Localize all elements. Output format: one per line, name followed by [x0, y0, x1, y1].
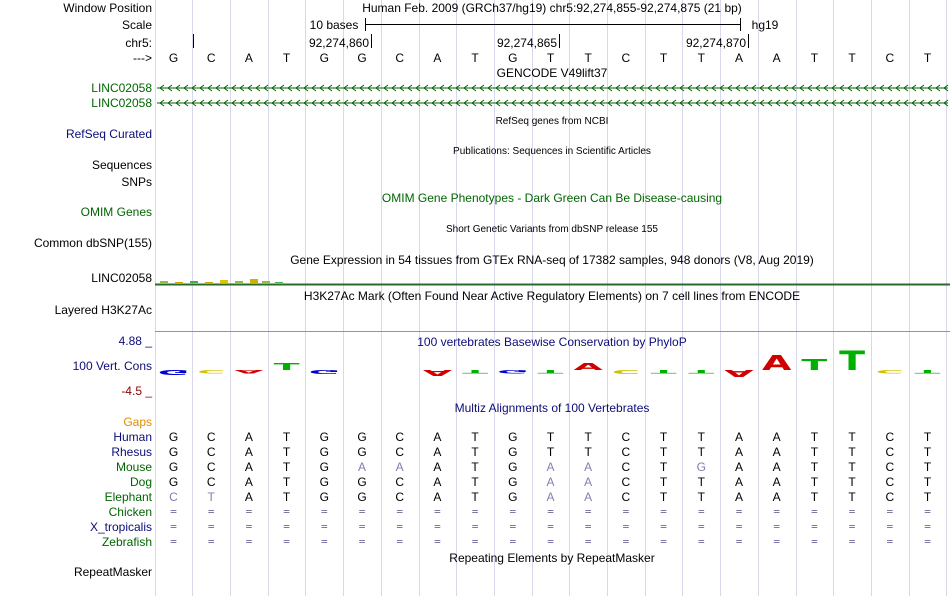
alignment-base: T [282, 445, 291, 459]
alignment-base: = [584, 535, 592, 548]
alignment-base: T [810, 445, 819, 459]
alignment-base: = [245, 520, 253, 533]
conservation-logo-base: G [157, 368, 190, 376]
alignment-base: = [773, 505, 780, 518]
alignment-base: = [848, 520, 856, 533]
scale-label: 10 bases [309, 18, 359, 32]
alignment-base: = [358, 535, 366, 548]
alignment-base: = [509, 505, 517, 518]
alignment-base: A [546, 460, 555, 474]
track-title[interactable]: RefSeq genes from NCBI [495, 116, 609, 127]
alignment-base: = [471, 520, 479, 533]
alignment-base: T [848, 430, 856, 444]
alignment-base: C [395, 475, 405, 489]
alignment-base: C [395, 490, 405, 504]
alignment-base: = [396, 535, 403, 548]
alignment-base: = [660, 535, 667, 548]
alignment-base: A [244, 460, 253, 474]
track-label[interactable]: ---> [133, 51, 152, 65]
reference-base: C [885, 51, 895, 65]
alignment-base: T [471, 430, 479, 444]
alignment-base: T [659, 475, 668, 489]
reference-base: G [319, 51, 329, 65]
alignment-base: G [357, 430, 367, 444]
alignment-base: T [546, 445, 555, 459]
alignment-base: = [735, 520, 743, 533]
alignment-base: G [319, 445, 329, 459]
alignment-base: = [886, 535, 894, 548]
conservation-logo-base: T [801, 356, 828, 374]
alignment-base: T [923, 490, 932, 504]
alignment-base: = [924, 520, 931, 533]
alignment-base: G [508, 430, 518, 444]
alignment-base: C [885, 460, 895, 474]
alignment-base: T [697, 490, 705, 504]
reference-base: C [621, 51, 631, 65]
alignment-base: = [358, 520, 366, 533]
track-label[interactable]: Zebrafish [101, 535, 152, 549]
track-label[interactable]: -4.5 _ [121, 384, 152, 398]
alignment-base: = [471, 535, 479, 548]
alignment-base: G [357, 445, 367, 459]
reference-base: A [734, 51, 743, 65]
alignment-base: = [245, 535, 253, 548]
reference-base: T [471, 51, 479, 65]
gtex-bar [205, 282, 213, 283]
track-label[interactable]: Layered H3K27Ac [54, 303, 152, 317]
alignment-base: = [434, 520, 441, 533]
alignment-base: A [357, 460, 366, 474]
track-title[interactable]: Publications: Sequences in Scientific Articles [453, 146, 651, 157]
track-label[interactable]: LINC02058 [91, 271, 152, 285]
alignment-base: T [282, 475, 291, 489]
alignment-base: = [207, 535, 215, 548]
track-label[interactable]: Common dbSNP(155) [33, 236, 152, 250]
alignment-base: A [244, 430, 253, 444]
reference-base: G [357, 51, 367, 65]
alignment-base: = [622, 535, 630, 548]
alignment-base: T [282, 490, 291, 504]
alignment-base: T [471, 490, 479, 504]
alignment-base: = [358, 505, 366, 518]
alignment-base: G [319, 430, 329, 444]
alignment-base: A [244, 475, 253, 489]
track-label[interactable]: OMIM Genes [80, 205, 152, 219]
alignment-base: = [697, 505, 705, 518]
alignment-base: C [885, 445, 895, 459]
alignment-base: G [319, 460, 329, 474]
reference-base: G [168, 51, 179, 65]
alignment-base: A [584, 490, 593, 504]
alignment-base: T [923, 460, 932, 474]
alignment-base: = [283, 520, 290, 533]
alignment-base: T [546, 430, 555, 444]
track-title[interactable]: Short Genetic Variants from dbSNP release 155 [446, 224, 658, 235]
alignment-base: = [396, 520, 403, 533]
alignment-base: = [886, 520, 894, 533]
track-label[interactable]: Mouse [115, 460, 152, 474]
track-label[interactable]: 100 Vert. Cons [72, 359, 152, 373]
alignment-base: = [547, 535, 554, 548]
alignment-base: C [621, 475, 631, 489]
conservation-logo-base: T [914, 368, 941, 374]
conservation-logo-base: T [273, 361, 300, 373]
alignment-base: = [434, 505, 441, 518]
alignment-base: = [735, 505, 743, 518]
alignment-base: G [696, 460, 706, 474]
alignment-base: C [885, 490, 895, 504]
alignment-base: = [735, 535, 743, 548]
alignment-base: = [207, 505, 215, 518]
alignment-base: C [206, 430, 216, 444]
coord-label: 92,274,870 [685, 36, 746, 50]
track-label[interactable]: X_tropicalis [89, 520, 152, 534]
alignment-base: A [734, 490, 743, 504]
reference-base: T [282, 51, 291, 65]
conservation-logo-base: G [308, 368, 340, 375]
alignment-base: = [509, 535, 517, 548]
track-label[interactable]: Scale [121, 18, 152, 32]
track-label[interactable]: Window Position [63, 1, 152, 15]
track-label[interactable]: Gaps [123, 415, 152, 429]
alignment-base: = [584, 520, 592, 533]
alignment-base: G [168, 460, 179, 474]
conservation-logo-base: T [650, 368, 677, 374]
alignment-base: T [659, 490, 668, 504]
reference-base: T [810, 51, 819, 65]
track-label[interactable]: SNPs [121, 175, 152, 189]
track-label[interactable]: LINC02058 [91, 81, 152, 95]
alignment-base: C [885, 475, 895, 489]
alignment-base: A [546, 490, 555, 504]
alignment-base: = [697, 520, 705, 533]
alignment-base: C [621, 460, 631, 474]
track-label[interactable]: Elephant [104, 490, 152, 504]
alignment-base: T [584, 430, 592, 444]
alignment-base: C [395, 445, 405, 459]
alignment-base: = [848, 535, 856, 548]
alignment-base: T [810, 475, 819, 489]
conservation-logo-base: T [688, 368, 715, 374]
alignment-base: T [923, 475, 932, 489]
alignment-base: = [283, 505, 290, 518]
alignment-base: T [848, 490, 856, 504]
alignment-base: = [584, 505, 592, 518]
alignment-base: A [734, 430, 743, 444]
alignment-base: A [584, 460, 593, 474]
alignment-base: G [168, 445, 179, 459]
alignment-base: T [471, 445, 479, 459]
alignment-base: G [357, 490, 367, 504]
alignment-base: = [547, 520, 554, 533]
coord-label: 92,274,860 [308, 36, 369, 50]
conservation-logo-base: G [497, 368, 529, 374]
alignment-base: T [923, 430, 932, 444]
alignment-base: T [471, 475, 479, 489]
alignment-base: A [772, 475, 781, 489]
alignment-base: = [773, 520, 780, 533]
alignment-base: A [433, 490, 442, 504]
alignment-base: = [434, 535, 441, 548]
reference-base: C [395, 51, 405, 65]
alignment-base: = [320, 535, 328, 548]
alignment-base: = [170, 520, 177, 533]
reference-base: A [244, 51, 253, 65]
reference-base: T [659, 51, 668, 65]
reference-base: T [923, 51, 932, 65]
gtex-bar [250, 279, 258, 283]
alignment-base: G [508, 445, 518, 459]
alignment-base: T [848, 475, 856, 489]
scale-assembly: hg19 [751, 18, 779, 32]
track-label[interactable]: 4.88 _ [118, 334, 152, 348]
alignment-base: G [357, 475, 367, 489]
alignment-base: A [772, 430, 781, 444]
alignment-base: T [659, 460, 668, 474]
conservation-logo-base: A [234, 368, 264, 374]
coord-label: 92,274,865 [496, 36, 557, 50]
alignment-base: T [282, 460, 291, 474]
reference-base: C [206, 51, 216, 65]
gtex-bar [275, 282, 283, 283]
alignment-base: = [773, 535, 780, 548]
alignment-base: T [810, 430, 819, 444]
track-title[interactable]: Gene Expression in 54 tissues from GTEx RNA-seq of 17382 samples, 948 donors (V8, Aug 2019) [290, 253, 814, 267]
alignment-base: G [319, 475, 329, 489]
reference-base: A [772, 51, 781, 65]
alignment-base: = [622, 520, 630, 533]
alignment-base: T [848, 460, 856, 474]
gtex-bar [190, 281, 198, 283]
alignment-base: = [811, 505, 818, 518]
reference-base: T [848, 51, 856, 65]
alignment-base: C [206, 445, 216, 459]
track-label[interactable]: Rhesus [111, 445, 152, 459]
alignment-base: G [508, 490, 518, 504]
alignment-base: T [697, 445, 705, 459]
alignment-base: T [848, 445, 856, 459]
alignment-base: T [584, 445, 592, 459]
alignment-base: T [207, 490, 215, 504]
alignment-base: T [282, 430, 291, 444]
track-title[interactable]: 100 vertebrates Basewise Conservation by PhyloP [417, 335, 687, 349]
alignment-base: A [433, 475, 442, 489]
alignment-base: C [621, 490, 631, 504]
reference-base: G [508, 51, 518, 65]
track-label[interactable]: RepeatMasker [73, 565, 152, 579]
alignment-base: T [810, 460, 819, 474]
alignment-base: G [508, 460, 518, 474]
conservation-logo-base: C [611, 368, 640, 375]
reference-base: T [697, 51, 705, 65]
track-label[interactable]: chr5: [125, 36, 152, 50]
alignment-base: C [206, 460, 216, 474]
alignment-base: G [319, 490, 329, 504]
alignment-base: A [584, 475, 593, 489]
alignment-base: A [244, 490, 253, 504]
alignment-base: G [168, 475, 179, 489]
conservation-logo-base: A [573, 361, 603, 373]
alignment-base: A [433, 445, 442, 459]
conservation-logo-base: A [422, 367, 453, 377]
alignment-base: A [546, 475, 555, 489]
alignment-base: A [433, 460, 442, 474]
alignment-base: = [170, 535, 177, 548]
alignment-base: = [245, 505, 253, 518]
alignment-base: A [772, 490, 781, 504]
track-title[interactable]: Multiz Alignments of 100 Vertebrates [454, 401, 650, 415]
alignment-base: A [734, 460, 743, 474]
track-label[interactable]: Sequences [91, 158, 152, 172]
track-label[interactable]: RefSeq Curated [65, 127, 152, 141]
gtex-bar [235, 281, 243, 283]
alignment-base: = [471, 505, 479, 518]
alignment-base: C [169, 490, 178, 504]
alignment-base: T [659, 445, 668, 459]
track-title[interactable]: GENCODE V49lift37 [496, 66, 608, 80]
alignment-base: = [170, 505, 177, 518]
alignment-base: A [772, 445, 781, 459]
alignment-base: = [811, 520, 818, 533]
alignment-base: T [471, 460, 479, 474]
track-label[interactable]: Chicken [108, 505, 152, 519]
conservation-logo-base: T [537, 368, 564, 374]
alignment-base: = [924, 505, 931, 518]
conservation-logo-base: C [197, 368, 226, 374]
alignment-base: = [547, 505, 554, 518]
alignment-base: T [659, 430, 668, 444]
alignment-base: G [508, 475, 518, 489]
alignment-base: = [697, 535, 705, 548]
alignment-base: = [396, 505, 403, 518]
alignment-base: = [283, 535, 290, 548]
alignment-base: C [395, 430, 405, 444]
window-position-text: Human Feb. 2009 (GRCh37/hg19) chr5:92,274,855-92,274,875 (21 bp) [362, 1, 742, 15]
alignment-base: C [621, 430, 631, 444]
gtex-bar [262, 281, 270, 283]
alignment-base: A [244, 445, 253, 459]
gtex-bar [220, 280, 228, 283]
alignment-base: T [697, 430, 705, 444]
alignment-base: = [509, 520, 517, 533]
alignment-base: T [923, 445, 932, 459]
gtex-bar [160, 281, 168, 283]
conservation-logo-base: A [724, 367, 754, 379]
alignment-base: C [885, 430, 895, 444]
conservation-logo-base: T [839, 345, 866, 377]
alignment-base: = [886, 505, 894, 518]
alignment-base: A [395, 460, 404, 474]
alignment-base: = [320, 520, 328, 533]
track-title[interactable]: OMIM Gene Phenotypes - Dark Green Can Be Disease-causing [381, 191, 723, 205]
alignment-base: T [697, 475, 705, 489]
track-label[interactable]: LINC02058 [91, 96, 152, 110]
reference-base: T [546, 51, 555, 65]
reference-base: T [584, 51, 592, 65]
alignment-base: = [660, 505, 667, 518]
track-title[interactable]: H3K27Ac Mark (Often Found Near Active Regulatory Elements) on 7 cell lines from ENCODE [303, 289, 801, 303]
alignment-base: = [848, 505, 856, 518]
alignment-base: T [810, 490, 819, 504]
track-label[interactable]: Human [113, 430, 152, 444]
alignment-base: A [772, 460, 781, 474]
gtex-bar [175, 282, 183, 283]
alignment-base: A [734, 445, 743, 459]
conservation-logo-base: T [462, 368, 489, 374]
alignment-base: A [433, 430, 442, 444]
alignment-base: = [207, 520, 215, 533]
alignment-base: G [168, 430, 179, 444]
alignment-base: C [621, 445, 631, 459]
alignment-base: = [811, 535, 818, 548]
track-label[interactable]: Dog [129, 475, 152, 489]
track-title[interactable]: Repeating Elements by RepeatMasker [449, 551, 655, 565]
alignment-base: = [660, 520, 667, 533]
conservation-logo-base: A [761, 352, 792, 376]
alignment-base: = [924, 535, 931, 548]
reference-base: A [433, 51, 442, 65]
alignment-base: = [622, 505, 630, 518]
conservation-logo-base: C [875, 368, 904, 374]
alignment-base: A [734, 475, 743, 489]
alignment-base: = [320, 505, 328, 518]
alignment-base: C [206, 475, 216, 489]
